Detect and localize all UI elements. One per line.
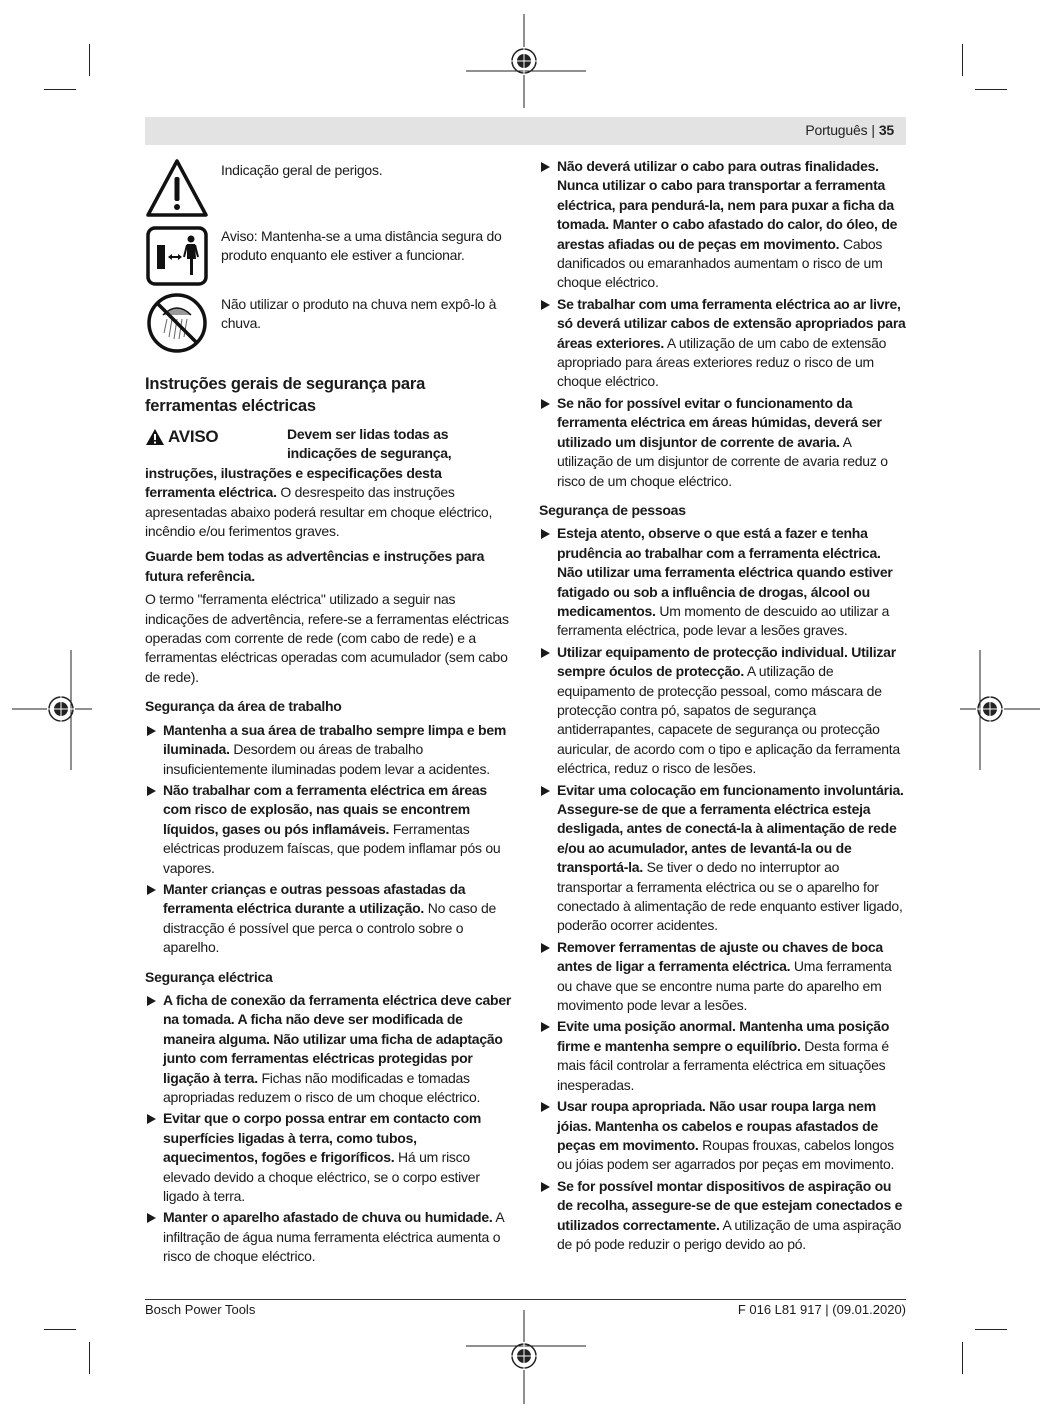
registration-mark-icon bbox=[12, 650, 92, 770]
symbol-text: Indicação geral de perigos. bbox=[221, 162, 383, 178]
crop-mark bbox=[962, 1342, 963, 1374]
crop-mark bbox=[89, 44, 90, 76]
footer-brand: Bosch Power Tools bbox=[145, 1302, 256, 1317]
registration-mark-icon bbox=[466, 14, 586, 108]
list-item: Mantenha a sua área de trabalho sempre limpa e bem iluminada. Desordem ou áreas de trabalho insuficientemente iluminadas podem levar a acidentes. bbox=[145, 721, 513, 779]
electrical-list-continued bbox=[539, 157, 907, 491]
symbol-row bbox=[145, 223, 513, 287]
list-item: Manter o aparelho afastado de chuva ou humidade. A infiltração de água numa ferramenta eléctrica aumenta o risco de choque eléctrico. bbox=[145, 1208, 513, 1266]
crop-mark bbox=[44, 89, 76, 90]
list-item: Evitar uma colocação em funcionamento involuntária. Assegure-se de que a ferramenta eléctrica esteja desligada, antes de conectá-la à alimentação de rede e/ou ao acumulador, antes de levantá-la ou de transportá-la. Se tiver o dedo no interruptor ao transportar a ferramenta eléctrica ou se o aparelho for conectado à alimentação de rede enquanto estiver ligado, poderão ocorrer acidentes. bbox=[539, 781, 907, 936]
persons-heading: Segurança de pessoas bbox=[539, 501, 686, 518]
list-item: Esteja atento, observe o que está a fazer e tenha prudência ao trabalhar com a ferramenta eléctrica. Não utilizar uma ferramenta eléctrica quando estiver fatigado ou sob a influência de drogas, álcool ou medicamentos. Um momento de descuido ao utilizar a ferramenta eléctrica, pode levar a lesões graves. bbox=[539, 524, 907, 640]
persons-list bbox=[539, 524, 907, 1254]
crop-mark bbox=[975, 1329, 1007, 1330]
warning-block bbox=[145, 425, 513, 541]
list-item: Não trabalhar com a ferramenta eléctrica em áreas com risco de explosão, nas quais se encontrem líquidos, gases ou pós inflamáveis. Ferramentas eléctricas produzem faíscas, que podem inflamar pós ou vapores. bbox=[145, 781, 513, 878]
symbol-row bbox=[145, 291, 513, 355]
warning-label-text: AVISO bbox=[168, 427, 219, 446]
warning-text: instruções, ilustrações e especificações desta ferramenta eléctrica. O desrespeito das instruções apresentadas abaixo poderá resultar em choque eléctrico, incêndio e/ou ferimentos graves. bbox=[145, 464, 493, 540]
page-number: 35 bbox=[878, 122, 894, 138]
keep-instructions: Guarde bem todas as advertências e instruções para futura referência. bbox=[145, 548, 485, 584]
list-item: Usar roupa apropriada. Não usar roupa larga nem jóias. Mantenha os cabelos e roupas afastados de peças em movimento. Roupas frouxas, cabelos longos ou jóias podem ser agarrados por peças em movimento. bbox=[539, 1097, 907, 1175]
left-column bbox=[145, 157, 513, 1269]
header-language: Português bbox=[805, 122, 868, 138]
warning-triangle-icon bbox=[145, 157, 209, 221]
work-area-list bbox=[145, 721, 513, 958]
warning-lead: Devem ser lidas todas as indicações de segurança, bbox=[287, 426, 452, 462]
list-item: Evitar que o corpo possa entrar em contacto com superfícies ligadas à terra, como tubos, aquecimentos, fogões e frigoríficos. Há um risco elevado devido a choque eléctrico, se o corpo estiver ligado à terra. bbox=[145, 1109, 513, 1206]
electrical-heading: Segurança eléctrica bbox=[145, 968, 273, 985]
warning-triangle-icon bbox=[145, 428, 165, 446]
registration-mark-icon bbox=[960, 650, 1040, 770]
list-item: Se não for possível evitar o funcionamento da ferramenta eléctrica em áreas húmidas, deverá ser utilizado um disjuntor de corrente de avaria. A utilização de um disjuntor de corrente de avaria reduz o risco de um choque eléctrico. bbox=[539, 394, 907, 491]
crop-mark bbox=[975, 89, 1007, 90]
work-area-heading: Segurança da área de trabalho bbox=[145, 698, 342, 715]
warning-label bbox=[145, 427, 218, 446]
list-item: Se trabalhar com uma ferramenta eléctrica ao ar livre, só deverá utilizar cabos de extensão apropriados para áreas exteriores. A utilização de um cabo de extensão apropriado para áreas exteriores reduz o risco de um choque eléctrico. bbox=[539, 295, 907, 392]
list-item: Remover ferramentas de ajuste ou chaves de boca antes de ligar a ferramenta eléctrica. Uma ferramenta ou chave que se encontre numa parte do aparelho em movimento pode levar a lesões. bbox=[539, 938, 907, 1016]
no-rain-icon bbox=[145, 291, 209, 355]
footer-code: F 016 L81 917 | (09.01.2020) bbox=[737, 1302, 906, 1317]
keep-distance-icon bbox=[145, 223, 209, 287]
symbol-text: Não utilizar o produto na chuva nem expô-lo à chuva. bbox=[221, 296, 497, 332]
list-item: Manter crianças e outras pessoas afastadas da ferramenta eléctrica durante a utilização. No caso de distracção é possível que perca o controlo sobre o aparelho. bbox=[145, 880, 513, 958]
term-paragraph: O termo "ferramenta eléctrica" utilizado a seguir nas indicações de advertência, refere-se a ferramentas eléctricas operadas com corrente de rede (com cabo de rede) e a ferramentas eléctricas operadas com acumulador (sem cabo de rede). bbox=[145, 591, 509, 685]
header-text: Português | 35 bbox=[805, 122, 894, 138]
symbol-row bbox=[145, 157, 513, 221]
footer-divider bbox=[145, 1299, 906, 1300]
list-item: Não deverá utilizar o cabo para outras finalidades. Nunca utilizar o cabo para transportar a ferramenta eléctrica, para pendurá-la, nem para puxar a ficha da tomada. Manter o cabo afastado do calor, do óleo, de arestas afiadas ou de peças em movimento. Cabos danificados ou emaranhados aumentam o risco de um choque eléctrico. bbox=[539, 157, 907, 293]
crop-mark bbox=[44, 1329, 76, 1330]
list-item: Utilizar equipamento de protecção individual. Utilizar sempre óculos de protecção. A utilização de equipamento de protecção pessoal, como máscara de protecção contra pó, sapatos de segurança antiderrapantes, capacete de segurança ou protecção auricular, de acordo com o tipo e aplicação da ferramenta eléctrica, reduz o risco de lesões. bbox=[539, 643, 907, 779]
page-header bbox=[145, 117, 906, 145]
right-column bbox=[539, 157, 907, 1256]
electrical-list bbox=[145, 991, 513, 1267]
registration-mark-icon bbox=[466, 1310, 586, 1404]
crop-mark bbox=[962, 44, 963, 76]
section-title: Instruções gerais de segurança para ferramentas eléctricas bbox=[145, 375, 426, 415]
list-item: Evite uma posição anormal. Mantenha uma posição firme e mantenha sempre o equilíbrio. Desta forma é mais fácil controlar a ferramenta eléctrica em situações inesperadas. bbox=[539, 1017, 907, 1095]
crop-mark bbox=[89, 1342, 90, 1374]
list-item: A ficha de conexão da ferramenta eléctrica deve caber na tomada. A ficha não deve ser modificada de maneira alguma. Não utilizar uma ficha de adaptação junto com ferramentas eléctricas protegidas por ligação à terra. Fichas não modificadas e tomadas apropriadas reduzem o risco de um choque eléctrico. bbox=[145, 991, 513, 1107]
symbol-text: Aviso: Mantenha-se a uma distância segura do produto enquanto ele estiver a funcionar. bbox=[221, 228, 502, 264]
list-item: Se for possível montar dispositivos de aspiração ou de recolha, assegure-se de que estejam conectados e utilizados correctamente. A utilização de uma aspiração de pó pode reduzir o perigo devido ao pó. bbox=[539, 1177, 907, 1255]
